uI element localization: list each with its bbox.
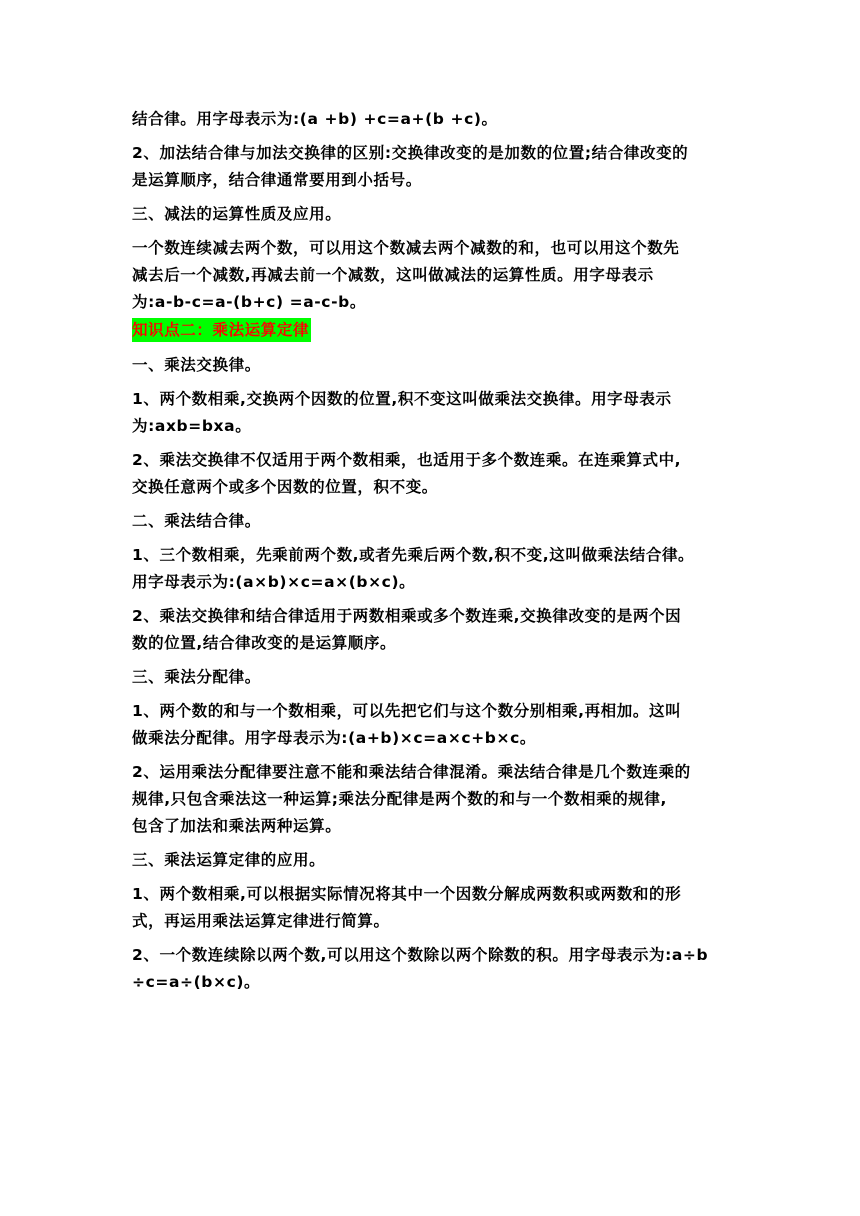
text-line: 二、乘法结合律。 — [132, 512, 261, 530]
paragraph — [132, 140, 736, 194]
subsection-heading — [132, 664, 736, 691]
text-line: 1、两个数相乘,可以根据实际情况将其中一个因数分解成两数积或两数和的形 — [132, 885, 682, 903]
text-line: 2、一个数连续除以两个数,可以用这个数除以两个除数的积。用字母表示为:a÷b — [132, 946, 709, 964]
subsection-heading — [132, 352, 736, 379]
paragraph — [132, 881, 736, 935]
text-line: 为:axb=bxa。 — [132, 417, 252, 435]
text-line: ÷c=a÷(b×c)。 — [132, 973, 261, 991]
text-line: 2、乘法交换律和结合律适用于两数相乘或多个数连乘,交换律改变的是两个因 — [132, 607, 682, 625]
text-line: 交换任意两个或多个因数的位置，积不变。 — [132, 478, 438, 496]
paragraph — [132, 106, 736, 133]
subsection-heading — [132, 847, 736, 874]
text-line: 一、乘法交换律。 — [132, 356, 261, 374]
subsection-heading — [132, 201, 736, 228]
text-line: 结合律。用字母表示为:(a +b) +c=a+(b +c)。 — [132, 110, 498, 128]
text-line: 2、乘法交换律不仅适用于两个数相乘，也适用于多个数连乘。在连乘算式中, — [132, 451, 682, 469]
text-line: 1、三个数相乘，先乘前两个数,或者先乘后两个数,积不变,这叫做乘法结合律。 — [132, 546, 695, 564]
paragraph — [132, 759, 736, 840]
text-line: 式，再运用乘法运算定律进行简算。 — [132, 912, 390, 930]
text-line: 数的位置,结合律改变的是运算顺序。 — [132, 634, 397, 652]
paragraph — [132, 542, 736, 596]
paragraph — [132, 942, 736, 996]
text-line: 2、运用乘法分配律要注意不能和乘法结合律混淆。乘法结合律是几个数连乘的 — [132, 763, 691, 781]
subsection-heading — [132, 508, 736, 535]
text-line: 用字母表示为:(a×b)×c=a×(b×c)。 — [132, 573, 416, 591]
text-line: 包含了加法和乘法两种运算。 — [132, 817, 342, 835]
text-line: 做乘法分配律。用字母表示为:(a+b)×c=a×c+b×c。 — [132, 729, 536, 747]
text-line: 一个数连续减去两个数，可以用这个数减去两个减数的和，也可以用这个数先 — [132, 239, 680, 257]
text-line: 是运算顺序，结合律通常要用到小括号。 — [132, 171, 422, 189]
text-line: 三、乘法分配律。 — [132, 668, 261, 686]
document-body — [132, 106, 736, 996]
text-line: 1、两个数相乘,交换两个因数的位置,积不变这叫做乘法交换律。用字母表示 — [132, 390, 672, 408]
text-line: 减去后一个减数,再减去前一个减数，这叫做减法的运算性质。用字母表示 — [132, 266, 654, 284]
text-line: 为:a-b-c=a-(b+c) =a-c-b。 — [132, 293, 366, 311]
paragraph — [132, 698, 736, 752]
paragraph — [132, 235, 736, 316]
paragraph — [132, 603, 736, 657]
text-line: 规律,只包含乘法这一种运算;乘法分配律是两个数的和与一个数相乘的规律, — [132, 790, 667, 808]
paragraph — [132, 386, 736, 440]
text-line: 三、减法的运算性质及应用。 — [132, 205, 342, 223]
text-line: 1、两个数的和与一个数相乘，可以先把它们与这个数分别相乘,再相加。这叫 — [132, 702, 682, 720]
text-line: 三、乘法运算定律的应用。 — [132, 851, 326, 869]
paragraph — [132, 447, 736, 501]
section-heading — [132, 316, 736, 343]
text-line: 2、加法结合律与加法交换律的区别:交换律改变的是加数的位置;结合律改变的 — [132, 144, 689, 162]
section-heading-highlight: 知识点二：乘法运算定律 — [132, 318, 311, 342]
